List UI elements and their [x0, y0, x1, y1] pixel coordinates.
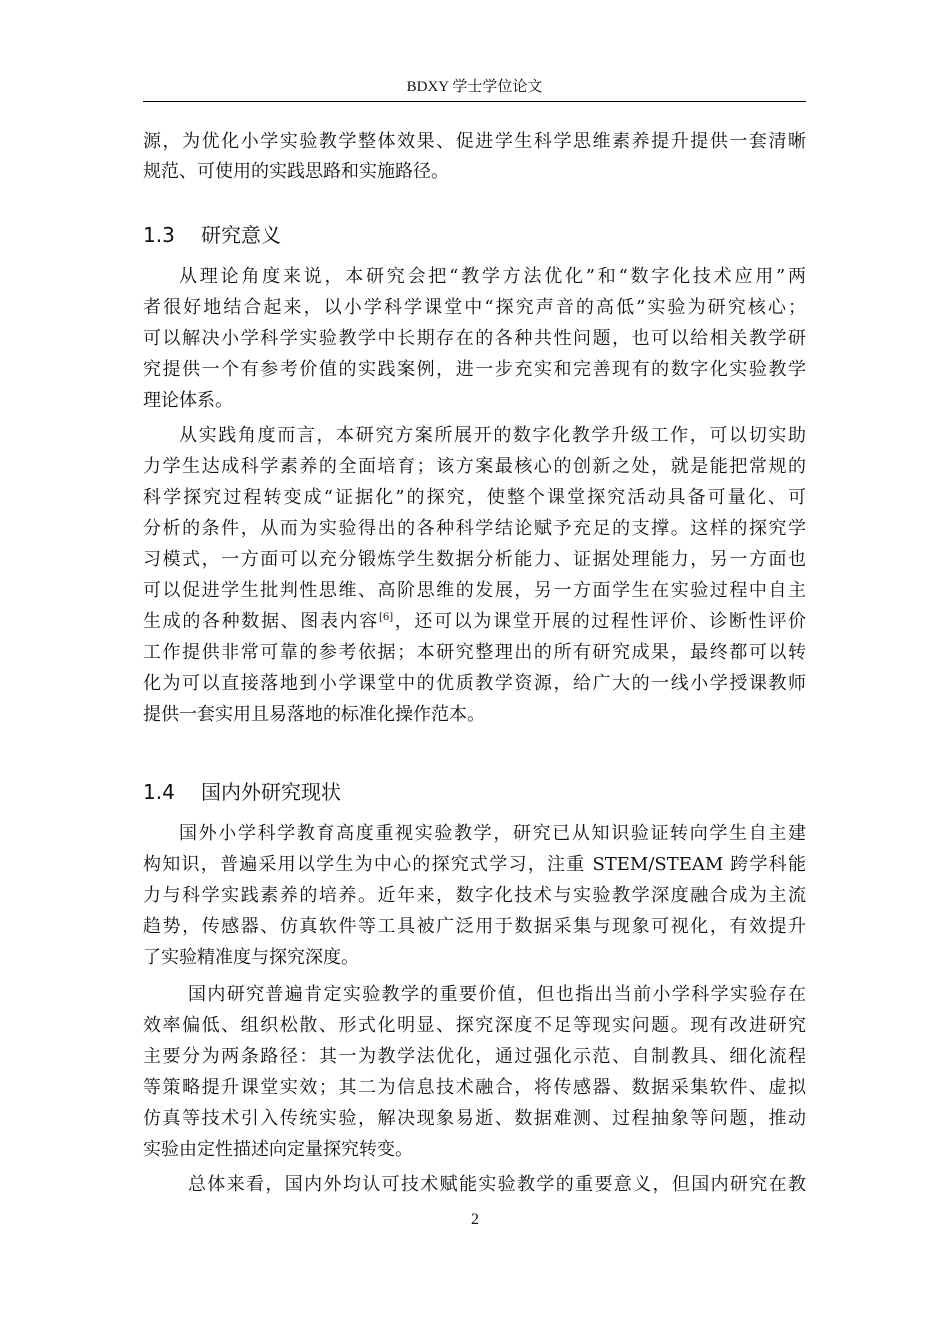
body-text-line: 分析的条件，从而为实验得出的各种科学结论赋予充足的支撑。这样的探究学 — [143, 518, 806, 539]
section-title: 国内外研究现状 — [201, 780, 341, 804]
body-text-line: 效率偏低、组织松散、形式化明显、探究深度不足等现实问题。现有改进研究 — [143, 1015, 806, 1036]
section-number: 1.3 — [143, 223, 175, 247]
body-text-line: 理论体系。 — [143, 390, 233, 411]
body-text-line: 可以促进学生批判性思维、高阶思维的发展，另一方面学生在实验过程中自主 — [143, 580, 806, 601]
body-text-line: 了实验精准度与探究深度。 — [143, 947, 359, 968]
body-text-line: 主要分为两条路径：其一为教学法优化，通过强化示范、自制教具、细化流程 — [143, 1046, 806, 1067]
body-text-line: 趋势，传感器、仿真软件等工具被广泛用于数据采集与现象可视化，有效提升 — [143, 916, 806, 937]
section-number: 1.4 — [143, 780, 175, 804]
page-number: 2 — [471, 1211, 479, 1228]
body-text-line: 工作提供非常可靠的参考依据；本研究整理出的所有研究成果，最终都可以转 — [143, 642, 806, 663]
body-text-line: 可以解决小学科学实验教学中长期存在的各种共性问题，也可以给相关教学研 — [143, 328, 806, 349]
body-text-line: 国内研究普遍肯定实验教学的重要价值，但也指出当前小学科学实验存在 — [188, 984, 806, 1005]
section-heading-1-3 — [143, 220, 281, 250]
body-text-line: 科学探究过程转变成“证据化”的探究，使整个课堂探究活动具备可量化、可 — [143, 487, 806, 508]
text-fragment: ，还可以为课堂开展的过程性评价、诊断性评价 — [393, 611, 806, 632]
body-text-line: 力与科学实践素养的培养。近年来，数字化技术与实验教学深度融合成为主流 — [143, 885, 806, 906]
body-text-line: 等策略提升课堂实效；其二为信息技术融合，将传感器、数据采集软件、虚拟 — [143, 1077, 806, 1098]
body-text-line: 究提供一个有参考价值的实践案例，进一步充实和完善现有的数字化实验教学 — [143, 359, 806, 380]
body-text-line: 总体来看，国内外均认可技术赋能实验教学的重要意义，但国内研究在教 — [188, 1174, 806, 1195]
body-text-line — [143, 607, 806, 637]
header-rule — [143, 101, 806, 102]
body-text-line: 规范、可使用的实践思路和实施路径。 — [143, 161, 449, 182]
body-text-line: 习模式，一方面可以充分锻炼学生数据分析能力、证据处理能力，另一方面也 — [143, 549, 806, 570]
body-text-line: 者很好地结合起来，以小学科学课堂中“探究声音的高低”实验为研究核心； — [143, 297, 806, 318]
body-text-line: 源，为优化小学实验教学整体效果、促进学生科学思维素养提升提供一套清晰 — [143, 131, 806, 152]
body-text-line: 化为可以直接落地到小学课堂中的优质教学资源，给广大的一线小学授课教师 — [143, 673, 806, 694]
body-text-line: 提供一套实用且易落地的标准化操作范本。 — [143, 704, 485, 725]
section-heading-1-4 — [143, 777, 341, 807]
body-text-line: 从实践角度而言，本研究方案所展开的数字化教学升级工作，可以切实助 — [179, 425, 806, 446]
body-text-line: 实验由定性描述向定量探究转变。 — [143, 1139, 413, 1160]
body-text-line: 从理论角度来说，本研究会把“教学方法优化”和“数字化技术应用”两 — [179, 266, 806, 287]
running-header: BDXY 学士学位论文 — [406, 79, 543, 95]
body-text-line: 仿真等技术引入传统实验，解决现象易逝、数据难测、过程抽象等问题，推动 — [143, 1108, 806, 1129]
citation-ref: [6] — [378, 612, 394, 623]
section-title: 研究意义 — [201, 223, 281, 247]
text-fragment: 生成的各种数据、图表内容 — [143, 611, 379, 632]
body-text-line: 力学生达成科学素养的全面培育；该方案最核心的创新之处，就是能把常规的 — [143, 456, 806, 477]
body-text-line: 国外小学科学教育高度重视实验教学，研究已从知识验证转向学生自主建 — [179, 823, 806, 844]
body-text-line: 构知识，普遍采用以学生为中心的探究式学习，注重 STEM/STEAM 跨学科能 — [143, 854, 806, 875]
